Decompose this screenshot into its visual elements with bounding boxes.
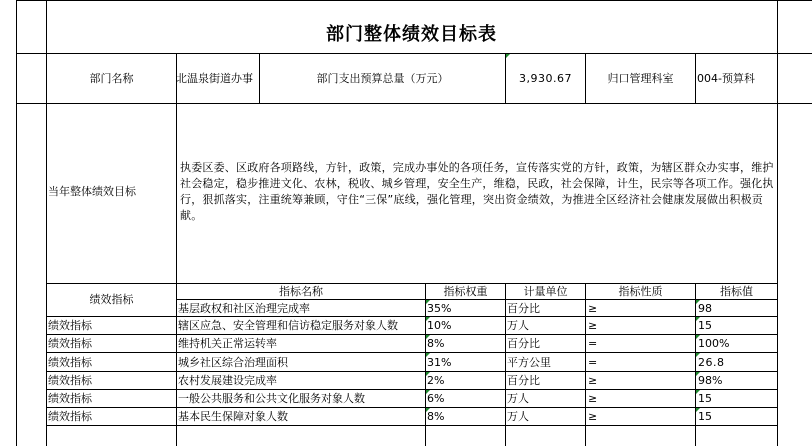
grid-line — [777, 0, 778, 446]
indicator-category: 绩效指标 — [48, 356, 92, 369]
indicator-nature: ≥ — [588, 392, 598, 405]
grid-line — [46, 0, 47, 446]
budget-value: 3,930.67 — [519, 72, 572, 85]
indicator-name: 农村发展建设完成率 — [178, 374, 277, 387]
grid-line — [176, 53, 177, 446]
office-value: 004-预算科 — [697, 72, 755, 85]
indicator-unit: 百分比 — [507, 337, 540, 350]
indicator-weight: 35% — [427, 302, 452, 315]
grid-line — [16, 53, 812, 54]
grid-line — [16, 0, 812, 1]
indicator-unit: 万人 — [507, 410, 529, 423]
section-label: 绩效指标 — [89, 293, 134, 306]
indicator-nature: = — [588, 356, 598, 369]
indicator-weight: 6% — [427, 392, 445, 405]
grid-line — [505, 283, 506, 446]
header-weight: 指标权重 — [443, 285, 488, 298]
indicator-nature: ≥ — [588, 410, 598, 423]
indicator-category: 绩效指标 — [48, 410, 92, 423]
grid-line — [16, 103, 812, 104]
grid-line — [425, 283, 426, 446]
indicator-value: 15 — [698, 319, 712, 332]
indicator-name: 基本民生保障对象人数 — [178, 410, 288, 423]
header-indicator-name: 指标名称 — [279, 285, 323, 298]
indicator-weight: 8% — [427, 337, 445, 350]
budget-label: 部门支出预算总量（万元） — [316, 72, 449, 85]
indicator-unit: 百分比 — [507, 374, 540, 387]
goal-text: 执委区委、区政府各项路线，方针，政策，完成办事处的各项任务，宣传落实党的方针，政策，为辖区群众办实事，维护社会稳定，稳步推进文化、农林，税收、城乡管理，安全生产，维稳，民政，社会保障，计生，民宗等各项工作。强化执行，狠抓落实，注重统筹兼顾，守住“三保”底线，强化管理，突出资金绩效，为推进全区经济社会健康发展做出积极贡献。 — [180, 161, 774, 222]
page-title: 部门整体绩效目标表 — [326, 24, 497, 45]
indicator-weight: 8% — [427, 410, 445, 423]
indicator-value: 26.8 — [698, 356, 725, 369]
header-unit: 计量单位 — [523, 285, 568, 298]
indicator-value: 15 — [698, 392, 712, 405]
indicator-value: 98% — [698, 374, 723, 387]
grid-line — [46, 407, 778, 408]
indicator-unit: 万人 — [507, 319, 529, 332]
indicator-category: 绩效指标 — [48, 374, 92, 387]
dept-name-value: 北温泉街道办事 — [176, 72, 253, 85]
indicator-category: 绩效指标 — [48, 319, 92, 332]
goal-label: 当年整体绩效目标 — [48, 185, 136, 198]
grid-line — [585, 283, 586, 446]
indicator-value: 15 — [698, 410, 712, 423]
grid-line — [46, 334, 778, 335]
indicator-unit: 万人 — [507, 392, 529, 405]
indicator-name: 城乡社区综合治理面积 — [178, 356, 288, 369]
indicator-name: 一般公共服务和公共文化服务对象人数 — [178, 392, 365, 405]
grid-line — [695, 283, 696, 446]
grid-line — [46, 352, 778, 353]
indicator-nature: ≥ — [588, 302, 598, 315]
indicator-value: 100% — [698, 337, 730, 350]
indicator-unit: 平方公里 — [507, 356, 551, 369]
office-label: 归口管理科室 — [607, 72, 674, 85]
grid-line — [176, 299, 778, 300]
indicator-weight: 31% — [427, 356, 452, 369]
header-value: 指标值 — [720, 285, 753, 298]
indicator-name: 基层政权和社区治理完成率 — [178, 302, 310, 315]
indicator-nature: ≥ — [588, 374, 598, 387]
indicator-unit: 百分比 — [507, 302, 540, 315]
grid-line — [46, 389, 778, 390]
indicator-value: 98 — [698, 302, 712, 315]
indicator-weight: 2% — [427, 374, 445, 387]
indicator-nature: = — [588, 337, 598, 350]
indicator-nature: ≥ — [588, 319, 598, 332]
grid-line — [46, 371, 778, 372]
grid-line — [695, 53, 696, 103]
indicator-category: 绩效指标 — [48, 392, 92, 405]
indicator-name: 辖区应急、安全管理和信访稳定服务对象人数 — [178, 319, 398, 332]
comment-marker — [506, 54, 510, 58]
indicator-name: 维持机关正常运转率 — [178, 337, 277, 350]
indicator-weight: 10% — [427, 319, 452, 332]
grid-line — [16, 0, 17, 446]
indicator-category: 绩效指标 — [48, 337, 92, 350]
grid-line — [46, 425, 778, 426]
header-nature: 指标性质 — [618, 285, 663, 298]
dept-name-label: 部门名称 — [89, 72, 134, 85]
grid-line — [46, 316, 778, 317]
